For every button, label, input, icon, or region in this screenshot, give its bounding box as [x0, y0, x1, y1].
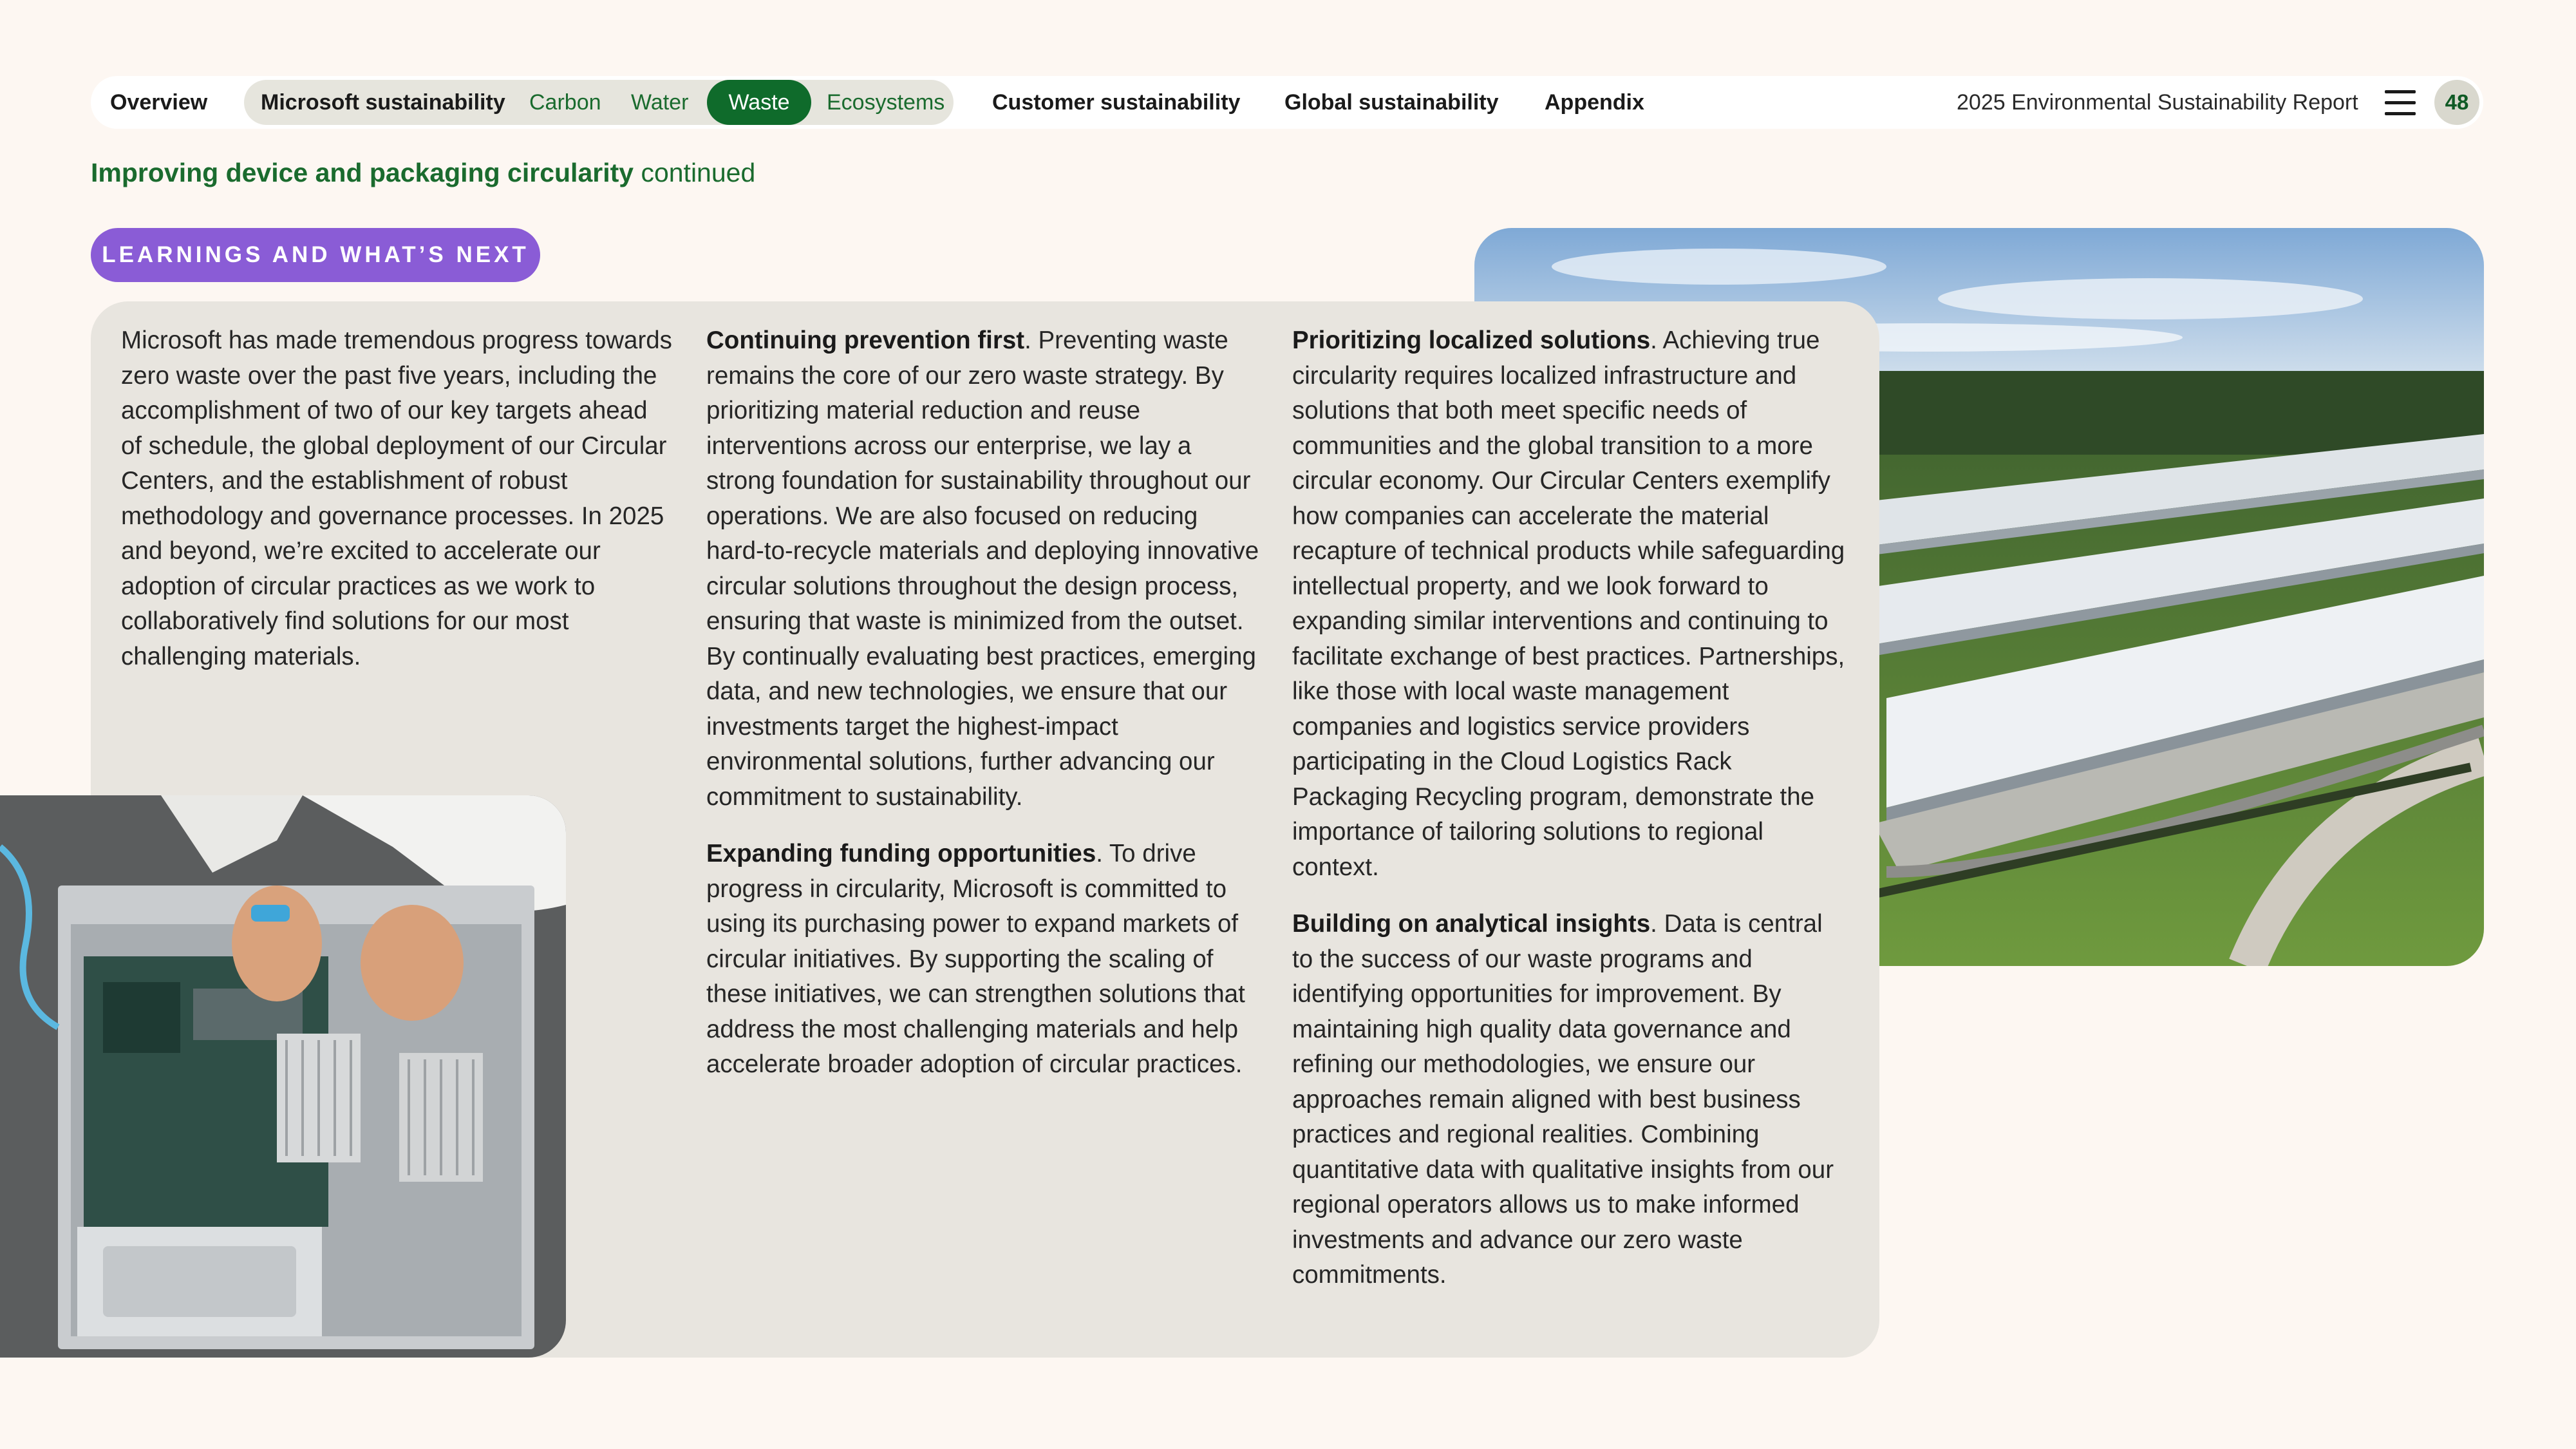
- nav-overview[interactable]: Overview: [110, 90, 208, 115]
- text-column-1: [121, 323, 675, 696]
- text-column-3: [1292, 323, 1846, 1315]
- nav-global-sustainability[interactable]: Global sustainability: [1284, 90, 1499, 115]
- nav-carbon[interactable]: Carbon: [529, 90, 601, 115]
- nav-customer-sustainability[interactable]: Customer sustainability: [992, 90, 1241, 115]
- nav-ecosystems[interactable]: Ecosystems: [827, 90, 945, 115]
- section-title: Improving device and packaging circularity: [91, 158, 634, 187]
- section-continued-label: continued: [641, 158, 756, 187]
- report-title[interactable]: 2025 Environmental Sustainability Report: [1957, 90, 2358, 115]
- funding-lead: Expanding funding opportunities: [706, 840, 1096, 867]
- localized-text: . Achieving true circularity requires localized infrastructure and solutions that both meet specific needs of communities and the global transition to a more circular economy. Our Circular Centers exemplify how companies can accelerate the material recapture of technical products while safeguarding intellectual property, and we look forward to expanding similar interventions and continuing to facilitate exchange of best practices. Partnerships, like those with local waste management companies and logistics service providers participating in the Cloud Logistics Rack Packaging Recycling program, demonstrate the importance of tailoring solutions to regional context.: [1292, 327, 1845, 881]
- prevention-lead: Continuing prevention first: [706, 327, 1025, 354]
- nav-microsoft-sustainability-group: [244, 80, 954, 125]
- prevention-text: . Preventing waste remains the core of our zero waste strategy. By prioritizing material reduction and reuse interventions across our enterprise, we lay a strong foundation for sustainability throughout our operations. We are also focused on reducing hard-to-recycle materials and deploying innovative circular solutions throughout the design process, ensuring that waste is minimized from the outset. By continually evaluating best practices, emerging data, and new technologies, we ensure that our investments target the highest-impact environmental solutions, further advancing our commitment to sustainability.: [706, 327, 1259, 811]
- insights-paragraph: [1292, 907, 1846, 1293]
- section-heading: [91, 158, 755, 188]
- top-navigation: [91, 76, 2483, 129]
- server-photo-illustration: [0, 795, 566, 1358]
- learnings-pill-label: LEARNINGS AND WHAT’S NEXT: [91, 228, 540, 282]
- nav-appendix[interactable]: Appendix: [1545, 90, 1644, 115]
- text-column-2: [706, 323, 1260, 1104]
- insights-lead: Building on analytical insights: [1292, 910, 1651, 938]
- nav-water[interactable]: Water: [631, 90, 689, 115]
- hamburger-menu-icon[interactable]: [2385, 90, 2417, 116]
- insights-text: . Data is central to the success of our waste programs and identifying opportunities for improvement. By maintaining high quality data governance and refining our methodologies, we ensure our approaches remain aligned with best business practices and regional realities. Combining quantitative data with qualitative insights from our regional operators allows us to make informed investments and advance our zero waste commitments.: [1292, 910, 1834, 1289]
- prevention-paragraph: [706, 323, 1260, 815]
- server-repair-photo: [0, 795, 566, 1358]
- localized-paragraph: [1292, 323, 1846, 885]
- intro-paragraph: Microsoft has made tremendous progress towards zero waste over the past five years, including the accomplishment of two of our key targets ahead of schedule, the global deployment of our Circular Centers, and the establishment of robust methodology and governance processes. In 2025 and beyond, we’re excited to accelerate our adoption of circular practices as we work to collaboratively find solutions for our most challenging materials.: [121, 327, 672, 670]
- nav-waste-active-tab[interactable]: Waste: [707, 80, 811, 125]
- funding-text: . To drive progress in circularity, Microsoft is committed to using its purchasing power to expand markets of circular initiatives. By supporting the scaling of these initiatives, we can strengthen solutions that address the most challenging materials and help accelerate broader adoption of circular practices.: [706, 840, 1245, 1078]
- nav-microsoft-sustainability[interactable]: Microsoft sustainability: [261, 90, 505, 115]
- page-number-badge: 48: [2434, 80, 2479, 125]
- localized-lead: Prioritizing localized solutions: [1292, 327, 1651, 354]
- funding-paragraph: [706, 837, 1260, 1083]
